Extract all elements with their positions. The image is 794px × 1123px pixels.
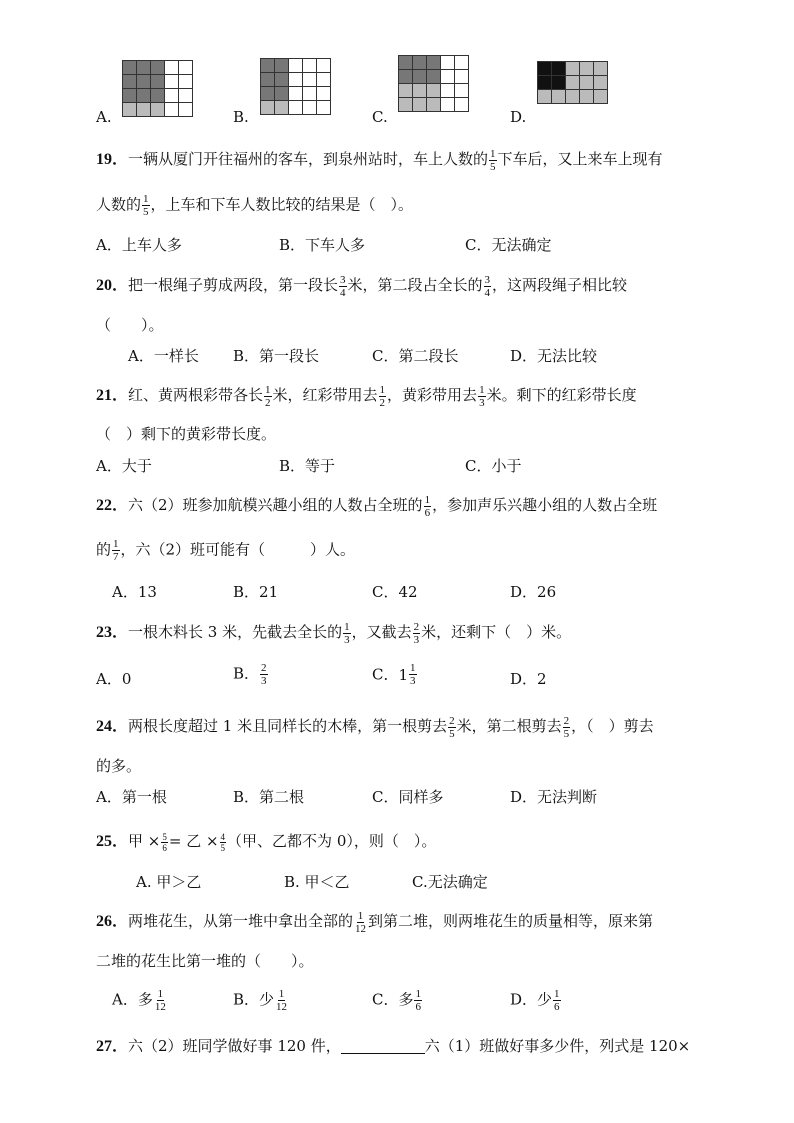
grid-cell: [455, 84, 469, 98]
question-number: 19．: [96, 151, 129, 168]
grid-cell: [552, 62, 566, 76]
grid-cell: [399, 84, 413, 98]
option-b[interactable]: B．等于: [279, 457, 336, 475]
grid-cell: [275, 59, 289, 73]
grid-cell: [399, 70, 413, 84]
grid-cell: [165, 103, 179, 117]
fraction: $\frac{2}{3}$: [413, 620, 420, 646]
grid-cell: [123, 75, 137, 89]
question-number: 25．: [96, 833, 129, 850]
grid-cell: [399, 56, 413, 70]
grid-cell: [441, 84, 455, 98]
option-c[interactable]: C． 1 $\frac{1}{3}$: [372, 662, 416, 687]
option-c[interactable]: C．多 $\frac{1}{6}$: [372, 988, 421, 1013]
option-b[interactable]: B．少 $\frac{1}{12}$: [233, 988, 288, 1013]
fraction: $\frac{1}{3}$: [410, 662, 416, 687]
fill-blank[interactable]: [341, 1041, 425, 1054]
grid-cell: [165, 89, 179, 103]
grid-cell: [317, 59, 331, 73]
grid-cell: [261, 73, 275, 87]
question-text: 两根长度超过 1 米且同样长的木棒，第一根剪去: [128, 717, 448, 735]
grid-cell: [399, 98, 413, 112]
question-text: 的多。: [96, 757, 142, 775]
grid-cell: [317, 101, 331, 115]
grid-cell: [413, 84, 427, 98]
fraction: $\frac{3}{4}$: [484, 273, 491, 299]
question-text: 米，第二根剪去: [456, 717, 562, 735]
question-text: ，六（2）班可能有（ ）人。: [120, 540, 356, 559]
fraction: $\frac{4}{5}$: [220, 831, 226, 853]
grid-cell: [179, 89, 193, 103]
fraction: $\frac{1}{2}$: [265, 383, 271, 409]
fraction: $\frac{1}{5}$: [490, 147, 496, 173]
grid-cell: [303, 101, 317, 115]
fraction: $\frac{1}{6}$: [415, 988, 421, 1013]
grid-cell: [566, 90, 580, 104]
fraction: $\frac{2}{3}$: [261, 662, 267, 687]
question-text: 米，还剩下（ ）米。: [421, 623, 572, 641]
fraction: $\frac{1}{7}$: [113, 538, 119, 563]
grid-cell: [275, 73, 289, 87]
grid-cell: [441, 70, 455, 84]
option-b[interactable]: B．第一段长: [233, 347, 320, 365]
question-text: 下车后，又上来车上现有: [497, 150, 663, 168]
grid-cell: [455, 98, 469, 112]
grid-cell: [137, 75, 151, 89]
grid-cell: [427, 70, 441, 84]
question-text: 把一根绳子剪成两段，第一段长: [128, 276, 339, 294]
question-text: = 乙 ×: [168, 832, 219, 850]
fraction: $\frac{3}{4}$: [340, 273, 346, 299]
option-a[interactable]: A. 甲＞乙: [136, 873, 202, 891]
grid-cell: [566, 76, 580, 90]
option-d-label: D.: [510, 108, 527, 126]
option-a-label: A.: [96, 108, 112, 126]
fraction: $\frac{1}{6}$: [424, 493, 431, 519]
option-c-label: C.: [372, 108, 388, 126]
fraction: $\frac{2}{5}$: [563, 714, 570, 740]
grid-cell: [427, 98, 441, 112]
option-c[interactable]: C．42: [372, 583, 418, 601]
option-b[interactable]: B． $\frac{2}{3}$: [233, 662, 267, 687]
question-text: ，黄彩带用去: [387, 386, 478, 404]
option-a[interactable]: A．第一根: [96, 788, 167, 806]
question-text: 一根木料长 3 米，先截去全长的: [128, 623, 343, 641]
grid-cell: [151, 61, 165, 75]
grid-cell: [151, 103, 165, 117]
option-d[interactable]: D．无法判断: [510, 788, 598, 806]
question-number: 21．: [96, 387, 129, 404]
question-text: ，（ ）剪去: [571, 717, 654, 735]
fraction: $\frac{1}{12}$: [154, 988, 166, 1013]
grid-cell: [151, 75, 165, 89]
option-a[interactable]: A．0: [96, 670, 132, 688]
option-a-grid: [122, 60, 193, 117]
question-text: （ ）剩下的黄彩带长度。: [96, 425, 277, 443]
fraction: $\frac{1}{6}$: [554, 988, 560, 1013]
grid-cell: [275, 101, 289, 115]
grid-cell: [179, 61, 193, 75]
question-text: 六（2）班同学做好事 120 件，: [128, 1037, 341, 1055]
option-a[interactable]: A．一样长: [128, 347, 199, 365]
option-d[interactable]: D．2: [510, 670, 547, 688]
option-c[interactable]: C．同样多: [372, 788, 444, 806]
question-text: （甲、乙都不为 0），则（ ）。: [227, 832, 437, 850]
option-b[interactable]: B．下车人多: [279, 236, 366, 254]
question-text: 两堆花生，从第一堆中拿出全部的: [128, 912, 354, 930]
grid-cell: [566, 62, 580, 76]
grid-cell: [165, 75, 179, 89]
option-c[interactable]: C．无法确定: [465, 236, 552, 254]
question-text: 六（2）班参加航模兴趣小组的人数占全班的: [128, 496, 423, 514]
grid-cell: [137, 89, 151, 103]
grid-cell: [538, 62, 552, 76]
fraction: $\frac{1}{12}$: [276, 988, 288, 1013]
option-c[interactable]: C．第二段长: [372, 347, 459, 365]
option-b[interactable]: B．第二根: [233, 788, 305, 806]
fraction: $\frac{5}{6}$: [162, 831, 167, 853]
option-a[interactable]: A．13: [112, 583, 157, 601]
grid-cell: [261, 87, 275, 101]
option-b-grid: [260, 58, 331, 115]
question-number: 23．: [96, 624, 129, 641]
grid-cell: [303, 73, 317, 87]
grid-cell: [427, 56, 441, 70]
question-text: ，参加声乐兴趣小组的人数占全班: [432, 496, 658, 514]
grid-cell: [303, 87, 317, 101]
grid-cell: [594, 90, 608, 104]
grid-cell: [552, 90, 566, 104]
option-d[interactable]: D．无法比较: [510, 347, 598, 365]
fraction: $\frac{1}{3}$: [344, 620, 350, 646]
option-a[interactable]: A．上车人多: [96, 236, 182, 254]
question-text: ，这两段绳子相比较: [492, 276, 628, 294]
option-b-label: B.: [233, 108, 249, 126]
grid-cell: [427, 84, 441, 98]
grid-cell: [137, 61, 151, 75]
grid-cell: [123, 103, 137, 117]
grid-cell: [538, 90, 552, 104]
grid-cell: [289, 101, 303, 115]
question-text: 甲 ×: [128, 832, 161, 850]
fraction: $\frac{1}{12}$: [355, 909, 367, 935]
option-b[interactable]: B．21: [233, 583, 279, 601]
question-text: 六（1）班做好事多少件，列式是 120×: [424, 1037, 691, 1055]
grid-cell: [261, 59, 275, 73]
grid-cell: [413, 98, 427, 112]
question-number: 22．: [96, 497, 129, 514]
grid-cell: [538, 76, 552, 90]
option-c-grid: [398, 55, 469, 112]
option-d[interactable]: D．26: [510, 583, 557, 601]
grid-cell: [179, 75, 193, 89]
grid-cell: [441, 98, 455, 112]
grid-cell: [317, 73, 331, 87]
grid-cell: [289, 59, 303, 73]
grid-cell: [123, 89, 137, 103]
option-a[interactable]: A．大于: [96, 457, 152, 475]
grid-cell: [594, 76, 608, 90]
grid-cell: [289, 87, 303, 101]
option-d-grid: [537, 61, 608, 104]
grid-cell: [289, 73, 303, 87]
question-text: 一辆从厦门开往福州的客车，到泉州站时，车上人数的: [128, 150, 489, 168]
option-c[interactable]: C.无法确定: [412, 873, 488, 891]
option-c[interactable]: C．小于: [465, 457, 522, 475]
grid-cell: [303, 59, 317, 73]
grid-cell: [179, 103, 193, 117]
question-text: 米，第二段占全长的: [347, 276, 483, 294]
option-a[interactable]: A．多 $\frac{1}{12}$: [112, 988, 166, 1013]
grid-cell: [594, 62, 608, 76]
question-text: 到第二堆，则两堆花生的质量相等，原来第: [368, 912, 654, 930]
question-text: 米，红彩带用去: [272, 386, 378, 404]
question-number: 24．: [96, 718, 129, 735]
option-d[interactable]: D．少 $\frac{1}{6}$: [510, 988, 560, 1013]
question-number: 27．: [96, 1038, 129, 1055]
grid-cell: [580, 90, 594, 104]
grid-cell: [455, 56, 469, 70]
question-text: 人数的: [96, 195, 142, 214]
fraction: $\frac{2}{5}$: [449, 714, 455, 740]
question-text: 红、黄两根彩带各长: [128, 386, 264, 404]
grid-cell: [455, 70, 469, 84]
grid-cell: [552, 76, 566, 90]
question-text: 二堆的花生比第一堆的（ ）。: [96, 952, 314, 970]
grid-cell: [580, 76, 594, 90]
grid-cell: [261, 101, 275, 115]
question-number: 26．: [96, 913, 129, 930]
question-text: ，又截去: [351, 623, 412, 641]
grid-cell: [151, 89, 165, 103]
question-text: ，上车和下车人数比较的结果是（ ）。: [150, 195, 414, 214]
question-text: 的: [96, 540, 112, 559]
answer-bracket: （ ）。: [96, 316, 164, 334]
fraction: $\frac{1}{5}$: [143, 193, 149, 218]
question-text: 米。剩下的红彩带长度: [486, 386, 637, 404]
fraction: $\frac{1}{3}$: [479, 383, 485, 409]
grid-cell: [413, 56, 427, 70]
grid-cell: [413, 70, 427, 84]
grid-cell: [123, 61, 137, 75]
grid-cell: [275, 87, 289, 101]
question-number: 20．: [96, 277, 129, 294]
grid-cell: [137, 103, 151, 117]
option-b[interactable]: B. 甲＜乙: [284, 873, 350, 891]
grid-cell: [580, 62, 594, 76]
grid-cell: [441, 56, 455, 70]
grid-cell: [317, 87, 331, 101]
grid-cell: [165, 61, 179, 75]
fraction: $\frac{1}{2}$: [379, 383, 386, 409]
